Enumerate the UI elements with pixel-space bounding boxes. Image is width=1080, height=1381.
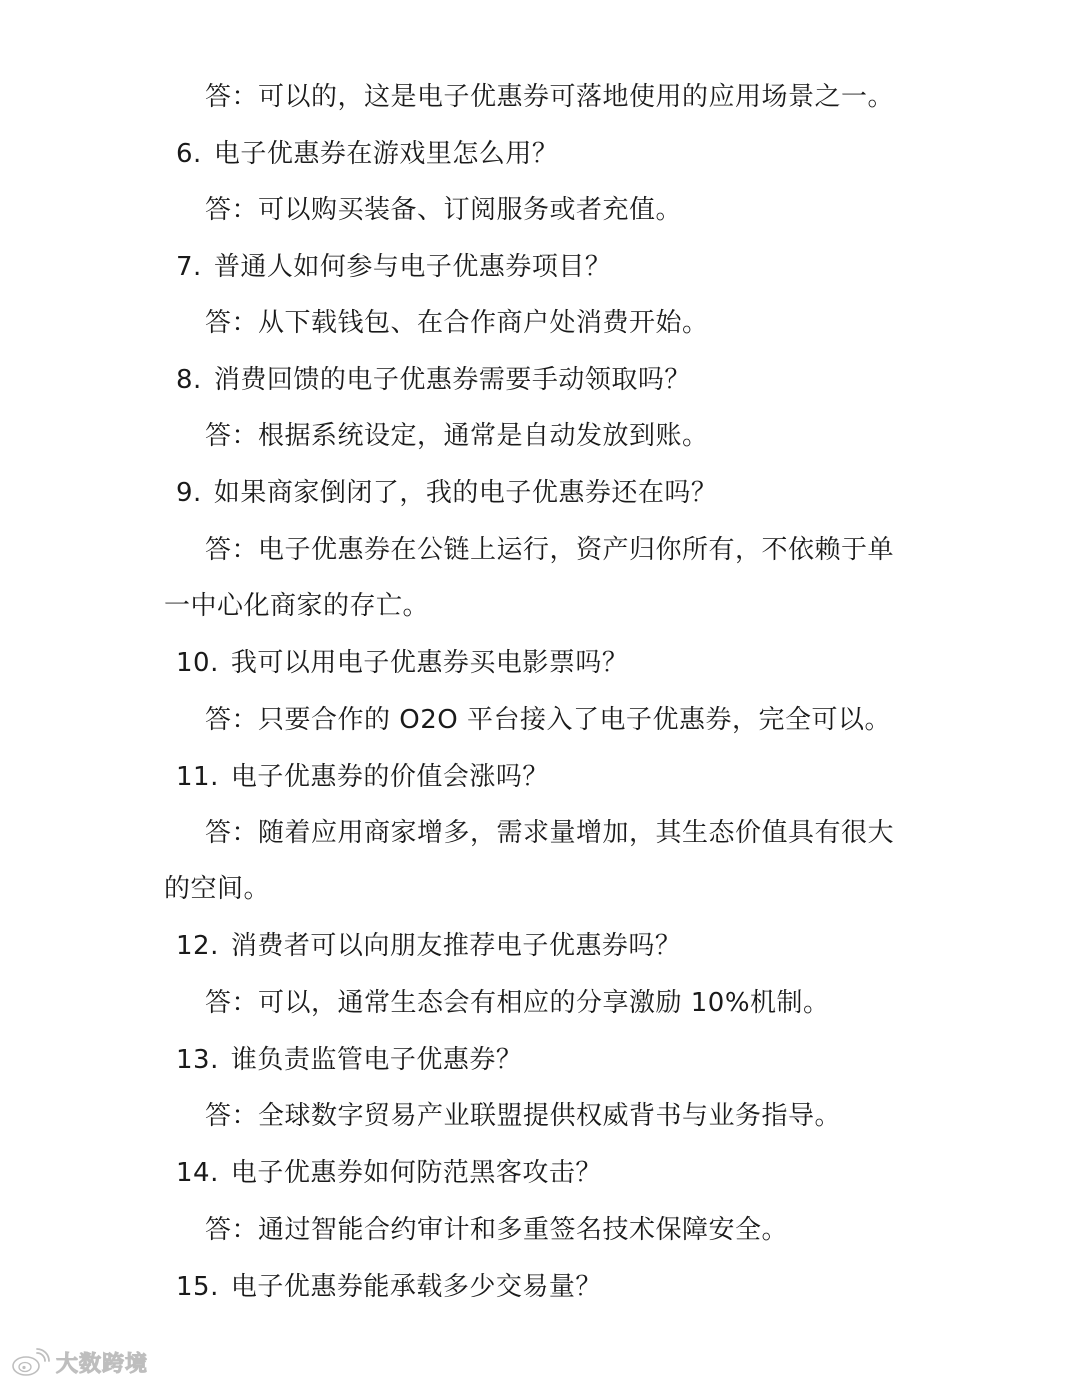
question-text: 消费者可以向朋友推荐电子优惠券吗？ bbox=[230, 931, 682, 961]
question-number: 7. bbox=[176, 252, 202, 282]
question-text: 电子优惠券能承载多少交易量？ bbox=[230, 1272, 602, 1302]
question-15 bbox=[176, 1270, 602, 1304]
question-text: 普通人如何参与电子优惠券项目？ bbox=[213, 252, 612, 282]
answer-11-line-2: 的空间。 bbox=[164, 874, 271, 904]
question-6 bbox=[176, 137, 558, 171]
answer-10: 答：只要合作的 O2O 平台接入了电子优惠券，完全可以。 bbox=[205, 705, 892, 735]
answer-14: 答：通过智能合约审计和多重签名技术保障安全。 bbox=[205, 1215, 789, 1245]
question-number: 11. bbox=[176, 762, 219, 792]
watermark-text: 大数跨境 bbox=[56, 1351, 149, 1377]
weibo-logo-icon bbox=[10, 1347, 50, 1377]
question-number: 12. bbox=[176, 931, 219, 961]
answer-11-line-1: 答：随着应用商家增多，需求量增加，其生态价值具有很大 bbox=[205, 818, 895, 848]
watermark bbox=[10, 1344, 148, 1380]
question-number: 8. bbox=[176, 365, 202, 395]
question-13 bbox=[176, 1043, 522, 1077]
question-number: 13. bbox=[176, 1045, 219, 1075]
question-number: 14. bbox=[176, 1158, 219, 1188]
question-text: 谁负责监管电子优惠券？ bbox=[230, 1045, 523, 1075]
question-text: 电子优惠券的价值会涨吗？ bbox=[230, 762, 549, 792]
question-text: 消费回馈的电子优惠券需要手动领取吗？ bbox=[213, 365, 691, 395]
question-text: 电子优惠券在游戏里怎么用？ bbox=[213, 139, 559, 169]
question-number: 10. bbox=[176, 648, 219, 678]
question-12 bbox=[176, 929, 681, 963]
question-11 bbox=[176, 760, 549, 794]
answer-9-line-1: 答：电子优惠券在公链上运行，资产归你所有，不依赖于单 bbox=[205, 535, 895, 565]
question-10 bbox=[176, 646, 628, 680]
answer-9-line-2: 一中心化商家的存亡。 bbox=[164, 591, 430, 621]
answer-13: 答：全球数字贸易产业联盟提供权威背书与业务指导。 bbox=[205, 1101, 842, 1131]
question-text: 电子优惠券如何防范黑客攻击？ bbox=[230, 1158, 602, 1188]
question-number: 15. bbox=[176, 1272, 219, 1302]
question-text: 我可以用电子优惠券买电影票吗？ bbox=[230, 648, 629, 678]
answer-5: 答：可以的，这是电子优惠券可落地使用的应用场景之一。 bbox=[205, 82, 895, 112]
question-text: 如果商家倒闭了，我的电子优惠券还在吗？ bbox=[213, 478, 718, 508]
question-14 bbox=[176, 1156, 602, 1190]
question-9 bbox=[176, 476, 717, 510]
answer-12: 答：可以，通常生态会有相应的分享激励 10%机制。 bbox=[205, 988, 830, 1018]
answer-6: 答：可以购买装备、订阅服务或者充值。 bbox=[205, 195, 683, 225]
question-number: 6. bbox=[176, 139, 202, 169]
question-7 bbox=[176, 250, 611, 284]
question-number: 9. bbox=[176, 478, 202, 508]
answer-7: 答：从下载钱包、在合作商户处消费开始。 bbox=[205, 308, 709, 338]
answer-8: 答：根据系统设定，通常是自动发放到账。 bbox=[205, 421, 709, 451]
question-8 bbox=[176, 363, 691, 397]
